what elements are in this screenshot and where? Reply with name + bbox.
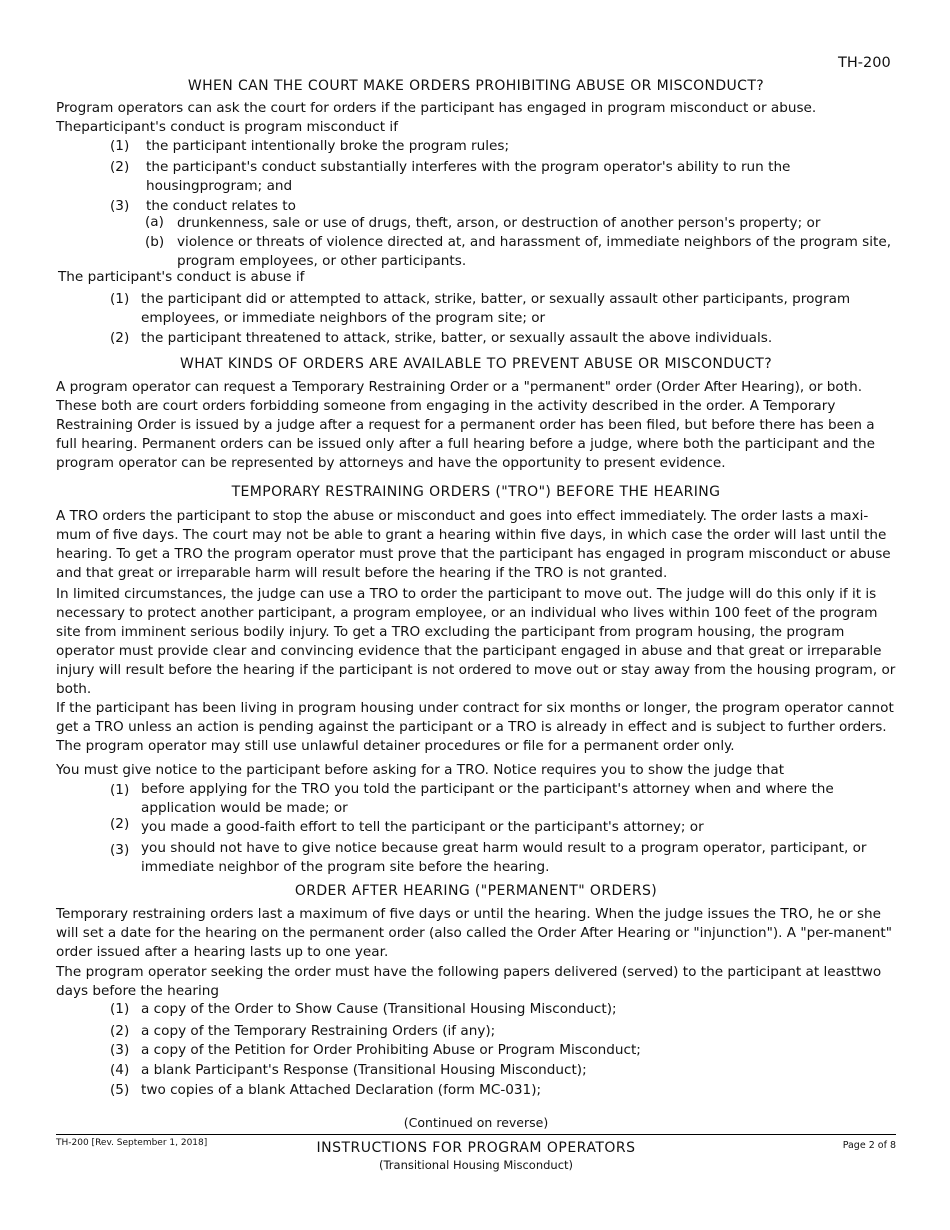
list-item: the participant threatened to attack, strike, batter, or sexually assault the above individuals. [141,330,773,346]
tro-para-4: You must give notice to the participant before asking for a TRO. Notice requires you to show the judge that [56,762,785,778]
footer-divider [56,1134,896,1135]
list-number: (2) [110,330,130,346]
tro-para-3: If the participant has been living in program housing under contract for six months or longer, the program operator cannot get a TRO unless an action is pending against the participant or a TRO is already in effect and is subject to further orders. The program operator may still use unlawful detainer procedures or file for a permanent order only. [56,700,894,754]
list-number: (2) [110,1023,130,1039]
list-number: (3) [110,198,130,214]
sublist-item: violence or threats of violence directed at, and harassment of, immediate neighbors of the program site, program employees, or other participants. [177,234,892,269]
list-item: two copies of a blank Attached Declaration (form MC-031); [141,1082,542,1098]
tro-para-2: In limited circumstances, the judge can use a TRO to order the participant to move out. The judge will do this only if it is necessary to protect another participant, a program employee, or an individual who lives within 100 feet of the program site from imminent serious bodily injury. To get a TRO excluding the participant from program housing, the program operator must provide clear and convincing evidence that the participant engaged in abuse and that great or irreparable injury will result before the hearing if the participant is not ordered to move out or stay away from the housing program, or both. [56,586,896,697]
list-number: (2) [110,816,130,832]
sublist-item: drunkenness, sale or use of drugs, theft, arson, or destruction of another person's property; or [177,215,821,231]
list-number: (2) [110,159,130,175]
abuse-intro: The participant's conduct is abuse if [58,269,305,285]
list-item: a copy of the Temporary Restraining Orders (if any); [141,1023,496,1039]
section-heading-kinds: WHAT KINDS OF ORDERS ARE AVAILABLE TO PREVENT ABUSE OR MISCONDUCT? [179,356,773,372]
tro-para-1: A TRO orders the participant to stop the abuse or misconduct and goes into effect immediately. The order lasts a maxi-mum of five days. The court may not be able to grant a hearing within five days, in which case the order will last until the hearing. To get a TRO the program operator must prove that the participant has engaged in program misconduct or abuse and that great or irreparable harm will result before the hearing if the TRO is not granted. [56,508,891,581]
section-heading-permanent: ORDER AFTER HEARING ("PERMANENT" ORDERS) [294,883,658,899]
revision-label: TH-200 [Rev. September 1, 2018] [56,1138,208,1148]
list-item: the participant's conduct substantially interferes with the program operator's ability to run the housingprogram; and [146,159,791,194]
continued-note: (Continued on reverse) [403,1115,549,1130]
list-number: (1) [110,291,130,307]
footer-title: INSTRUCTIONS FOR PROGRAM OPERATORS [316,1140,636,1156]
sublist-letter: (b) [145,234,165,250]
section-heading-when: WHEN CAN THE COURT MAKE ORDERS PROHIBITING ABUSE OR MISCONDUCT? [187,78,765,94]
list-number: (3) [110,842,130,858]
section2-para: A program operator can request a Temporary Restraining Order or a "permanent" order (Order After Hearing), or both. These both are court orders forbidding someone from engaging in the activity described in the order. A Temporary Restraining Order is issued by a judge after a request for a permanent order has been filed, but before there has been a full hearing. Permanent orders can be issued only after a full hearing before a judge, where both the participant and the program operator can be represented by attorneys and have the opportunity to present evidence. [56,379,876,471]
list-number: (1) [110,1001,130,1017]
list-item: a blank Participant's Response (Transitional Housing Misconduct); [141,1062,587,1078]
list-item: the conduct relates to [146,198,296,214]
list-item: the participant did or attempted to attack, strike, batter, or sexually assault other participants, program employees, or immediate neighbors of the program site; or [141,291,851,326]
permanent-para-1: Temporary restraining orders last a maximum of five days or until the hearing. When the judge issues the TRO, he or she will set a date for the hearing on the permanent order (also called the Order After Hearing or "injunction"). A "per-manent" order issued after a hearing lasts up to one year. [56,906,893,960]
list-item: a copy of the Petition for Order Prohibiting Abuse or Program Misconduct; [141,1042,641,1058]
permanent-para-2: The program operator seeking the order must have the following papers delivered (served) to the participant at leasttwo days before the hearing [56,964,882,999]
list-item: a copy of the Order to Show Cause (Transitional Housing Misconduct); [141,1001,617,1017]
list-number: (1) [110,138,130,154]
section1-intro: Program operators can ask the court for orders if the participant has engaged in program misconduct or abuse. Theparticipant's conduct is program misconduct if [56,100,817,135]
list-item: before applying for the TRO you told the participant or the participant's attorney when and where the application would be made; or [141,781,834,816]
form-id: TH-200 [838,55,891,71]
list-item: the participant intentionally broke the program rules; [146,138,510,154]
page-number: Page 2 of 8 [842,1140,896,1151]
list-number: (5) [110,1082,130,1098]
list-number: (3) [110,1042,130,1058]
sublist-letter: (a) [145,214,164,230]
list-number: (4) [110,1062,130,1078]
list-item: you should not have to give notice because great harm would result to a program operator, participant, or immediate neighbor of the program site before the hearing. [141,840,867,875]
section-heading-tro: TEMPORARY RESTRAINING ORDERS ("TRO") BEFORE THE HEARING [231,484,721,500]
footer-subtitle: (Transitional Housing Misconduct) [378,1158,574,1172]
list-item: you made a good-faith effort to tell the participant or the participant's attorney; or [141,819,704,835]
list-number: (1) [110,782,130,798]
